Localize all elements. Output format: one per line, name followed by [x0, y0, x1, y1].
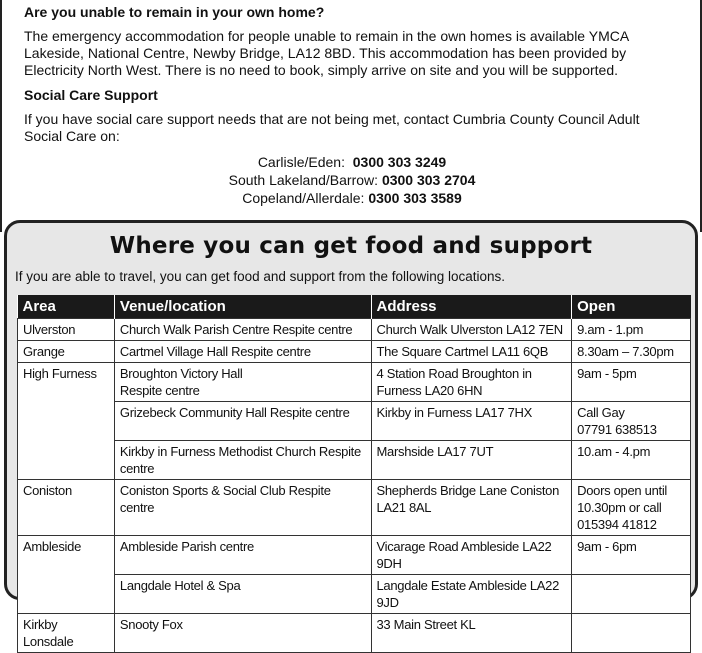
cell-address: Marshside LA17 7UT: [371, 441, 572, 480]
cell-venue: Broughton Victory Hall Respite centre: [114, 363, 371, 402]
table-row: [18, 480, 691, 536]
accommodation-section: [0, 0, 702, 232]
cell-area: Kirkby Lonsdale: [18, 614, 115, 653]
cell-address: Vicarage Road Ambleside LA22 9DH: [371, 536, 572, 575]
food-support-panel: [4, 220, 698, 649]
cell-venue: Grizebeck Community Hall Respite centre: [114, 402, 371, 441]
contact-label: Carlisle/Eden:: [257, 154, 345, 170]
cell-venue: Langdale Hotel & Spa: [114, 575, 371, 614]
cell-address: The Square Cartmel LA11 6QB: [371, 341, 572, 363]
heading-unable-to-remain: Are you unable to remain in your own home?: [24, 4, 325, 20]
header-venue: Venue/location: [114, 295, 371, 319]
cell-open: Doors open until 10.30pm or call 015394 41812: [572, 480, 691, 536]
contact-line: [24, 189, 680, 207]
table-row: [18, 363, 691, 402]
cell-address: Langdale Estate Ambleside LA22 9JD: [371, 575, 572, 614]
table-row: [18, 402, 691, 441]
cell-area: Coniston: [18, 480, 115, 536]
cell-open: 8.30am – 7.30pm: [572, 341, 691, 363]
panel-intro: If you are able to travel, you can get food and support from the following locations.: [15, 269, 506, 284]
cell-area: High Furness: [18, 363, 115, 480]
cell-venue: Ambleside Parish centre: [114, 536, 371, 575]
cell-open: 9am - 5pm: [572, 363, 691, 402]
contact-label: Copeland/Allerdale:: [242, 190, 365, 206]
table-row: [18, 536, 691, 575]
cell-venue: Coniston Sports & Social Club Respite centre: [114, 480, 371, 536]
cell-address: Shepherds Bridge Lane Coniston LA21 8AL: [371, 480, 572, 536]
cell-open: 9am - 6pm: [572, 536, 691, 575]
cell-open: [572, 575, 691, 614]
table-row: [18, 319, 691, 341]
cell-venue: Church Walk Parish Centre Respite centre: [114, 319, 371, 341]
header-open: Open: [572, 295, 691, 319]
heading-social-care: Social Care Support: [24, 87, 158, 103]
contact-number: 0300 303 2704: [381, 172, 476, 188]
contact-number: 0300 303 3249: [352, 154, 447, 170]
cell-open: 9.am - 1.pm: [572, 319, 691, 341]
contact-numbers: [24, 153, 680, 207]
locations-table: [17, 295, 691, 653]
table-row: [18, 441, 691, 480]
cell-venue: Snooty Fox: [114, 614, 371, 653]
cell-address: 33 Main Street KL: [371, 614, 572, 653]
cell-address: Church Walk Ulverston LA12 7EN: [371, 319, 572, 341]
cell-open: 10.am - 4.pm: [572, 441, 691, 480]
contact-label: South Lakeland/Barrow:: [228, 172, 379, 188]
contact-line: [24, 153, 680, 171]
table-header-row: [18, 295, 691, 319]
cell-open: [572, 614, 691, 653]
cell-area: Ambleside: [18, 536, 115, 614]
contact-line: [24, 171, 680, 189]
cell-address: 4 Station Road Broughton in Furness LA20 6HN: [371, 363, 572, 402]
table-row: [18, 341, 691, 363]
header-area: Area: [18, 295, 115, 319]
contact-number: 0300 303 3589: [368, 190, 462, 206]
panel-title: Where you can get food and support: [109, 233, 593, 259]
cell-venue: Kirkby in Furness Methodist Church Respite centre: [114, 441, 371, 480]
cell-area: Grange: [18, 341, 115, 363]
cell-venue: Cartmel Village Hall Respite centre: [114, 341, 371, 363]
table-row: [18, 614, 691, 653]
header-address: Address: [371, 295, 572, 319]
social-care-paragraph: If you have social care support needs that are not being met, contact Cumbria County Council Adult Social Care on:: [24, 111, 640, 144]
cell-area: Ulverston: [18, 319, 115, 341]
table-row: [18, 575, 691, 614]
cell-address: Kirkby in Furness LA17 7HX: [371, 402, 572, 441]
cell-open: Call Gay 07791 638513: [572, 402, 691, 441]
accommodation-paragraph: The emergency accommodation for people unable to remain in the own homes is available YMCA Lakeside, National Centre, Newby Bridge, LA12 8BD. This accommodation has been provided by Electricity North West. There is no need to book, simply arrive on site and you will be supported.: [24, 28, 629, 78]
